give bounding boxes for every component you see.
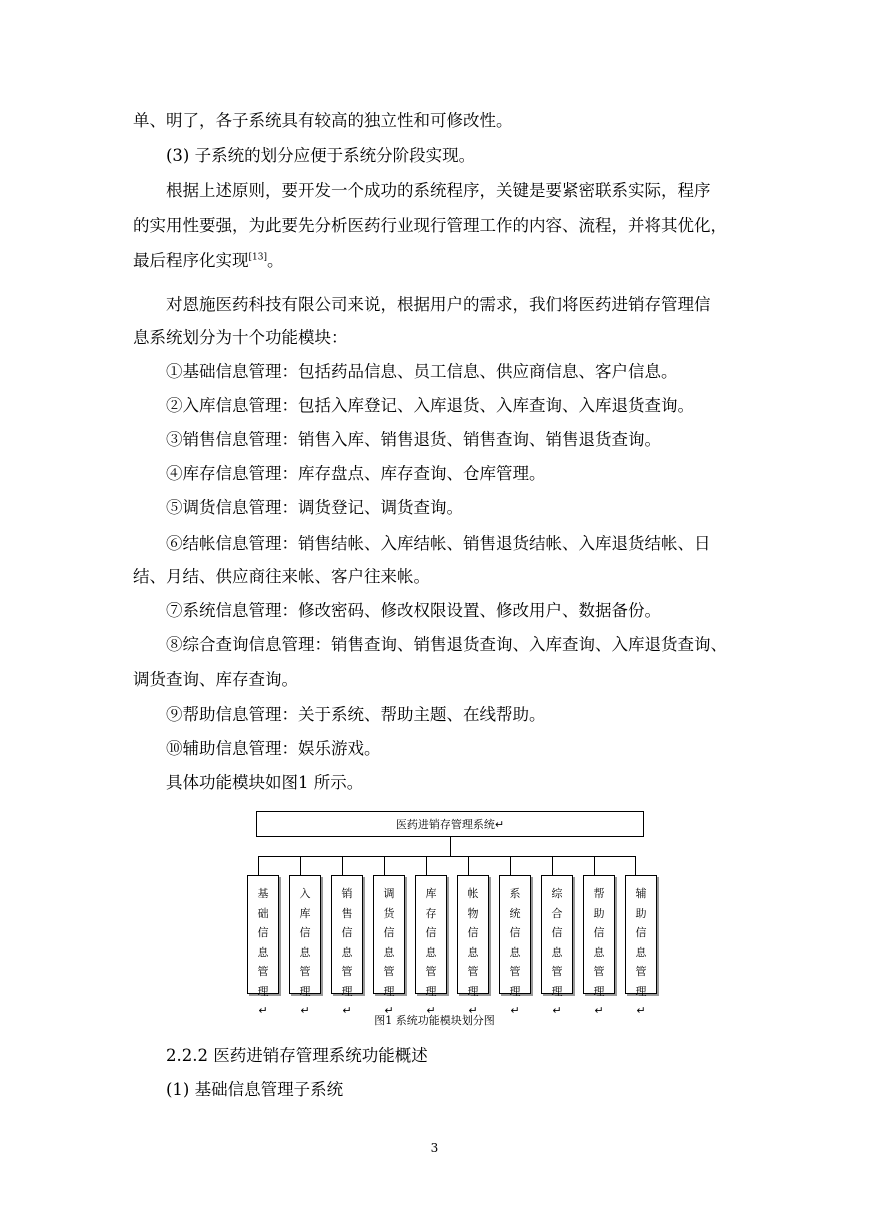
module-char: 理↵: [635, 984, 647, 1017]
module-box-transfer: [373, 875, 405, 1017]
module-char: 息: [257, 945, 269, 959]
module-char: 理↵: [257, 984, 269, 1017]
module-char: 管: [635, 965, 647, 978]
module-box-basic-info: [247, 875, 279, 1017]
module-char: 管: [257, 965, 269, 978]
list-item: ⑩辅助信息管理：娱乐游戏。: [166, 739, 381, 758]
module-char: 调: [383, 887, 395, 900]
module-box-query: [541, 875, 573, 1017]
module-char: 息: [593, 945, 605, 959]
module-char: 帐: [467, 887, 479, 900]
citation-ref: [13]: [248, 252, 267, 263]
module-char: 帮: [593, 887, 605, 900]
module-box-sales: [331, 875, 363, 1017]
module-char: 管: [467, 965, 479, 978]
paragraph-line: (3) 子系统的划分应便于系统分阶段实现。: [166, 146, 476, 165]
subsection-heading: (1) 基础信息管理子系统: [166, 1080, 344, 1099]
module-box-inventory: [415, 875, 447, 1017]
list-item: ⑨帮助信息管理：关于系统、帮助主题、在线帮助。: [166, 705, 546, 724]
list-item: ④库存信息管理：库存盘点、库存查询、仓库管理。: [166, 464, 546, 483]
module-char: 理↵: [593, 984, 605, 1017]
module-char: 信: [509, 926, 521, 939]
module-char: 物: [467, 906, 479, 920]
module-char: 基: [257, 887, 269, 900]
module-char: 管: [341, 965, 353, 978]
module-char: 综: [551, 887, 563, 900]
module-char: 理↵: [425, 984, 437, 1017]
paragraph-line: 对恩施医药科技有限公司来说，根据用户的需求，我们将医药进销存管理信: [166, 295, 711, 314]
module-char: 息: [299, 945, 311, 959]
list-item: ⑦系统信息管理：修改密码、修改权限设置、修改用户、数据备份。: [166, 601, 661, 620]
list-item-continuation: 调货查询、库存查询。: [133, 670, 298, 689]
list-item: ⑥结帐信息管理：销售结帐、入库结帐、销售退货结帐、入库退货结帐、日: [166, 534, 711, 553]
paragraph-line: 具体功能模块如图1 所示。: [166, 773, 364, 792]
module-char: 信: [299, 926, 311, 939]
list-item: ①基础信息管理：包括药品信息、员工信息、供应商信息、客户信息。: [166, 362, 678, 381]
connector-line: [594, 856, 595, 875]
module-char: 信: [257, 926, 269, 939]
module-char: 管: [509, 965, 521, 978]
paragraph-line: 息系统划分为十个功能模块：: [133, 328, 348, 347]
paragraph-line: 根据上述原则，要开发一个成功的系统程序，关键是要紧密联系实际，程序: [166, 181, 711, 200]
module-char: 理↵: [467, 984, 479, 1017]
module-char: 息: [551, 945, 563, 959]
diagram-root-box: 医药进销存管理系统↵: [256, 811, 644, 837]
list-item: ⑧综合查询信息管理：销售查询、销售退货查询、入库查询、入库退货查询、: [166, 635, 727, 654]
module-char: 础: [257, 906, 269, 920]
module-char: 理↵: [341, 984, 353, 1017]
module-char: 售: [341, 906, 353, 920]
paragraph-line: 单、明了，各子系统具有较高的独立性和可修改性。: [133, 111, 513, 130]
module-box-stock-in: [289, 875, 321, 1017]
module-char: 统: [509, 906, 521, 920]
module-char: 信: [635, 926, 647, 939]
module-char: 理↵: [551, 984, 563, 1017]
module-char: 存: [425, 906, 437, 920]
module-char: 信: [551, 926, 563, 939]
module-char: 系: [509, 887, 521, 900]
module-char: 管: [299, 965, 311, 978]
module-char: 理↵: [509, 984, 521, 1017]
module-char: 销: [341, 887, 353, 900]
module-char: 信: [425, 926, 437, 939]
module-char: 信: [341, 926, 353, 939]
connector-line: [468, 856, 469, 875]
list-item: ③销售信息管理：销售入库、销售退货、销售查询、销售退货查询。: [166, 430, 661, 449]
module-box-help: [583, 875, 615, 1017]
connector-line: [552, 856, 553, 875]
connector-line: [258, 856, 259, 875]
module-char: 息: [467, 945, 479, 959]
list-item: ②入库信息管理：包括入库登记、入库退货、入库查询、入库退货查询。: [166, 396, 694, 415]
connector-line: [384, 856, 385, 875]
module-box-system: [499, 875, 531, 1017]
module-box-accounts: [457, 875, 489, 1017]
module-char: 信: [383, 926, 395, 939]
module-char: 助: [593, 906, 605, 920]
module-char: 助: [635, 906, 647, 920]
module-char: 理↵: [383, 984, 395, 1017]
module-char: 理↵: [299, 984, 311, 1017]
module-char: 息: [509, 945, 521, 959]
module-char: 息: [341, 945, 353, 959]
module-char: 息: [383, 945, 395, 959]
module-char: 息: [425, 945, 437, 959]
page-number: 3: [430, 1141, 439, 1155]
list-item: ⑤调货信息管理：调货登记、调货查询。: [166, 498, 463, 517]
figure-caption: 图1 系统功能模块划分图: [374, 1014, 495, 1027]
connector-line: [300, 856, 301, 875]
paragraph-tail: 。: [266, 251, 284, 270]
paragraph-text: 最后程序化实现: [133, 251, 249, 270]
module-char: 息: [635, 945, 647, 959]
module-char: 信: [467, 926, 479, 939]
module-char: 货: [383, 906, 395, 920]
paragraph-line: 的实用性要强，为此要先分析医药行业现行管理工作的内容、流程，并将其优化，: [133, 216, 727, 235]
section-heading: 2.2.2 医药进销存管理系统功能概述: [166, 1046, 428, 1065]
module-char: 信: [593, 926, 605, 939]
connector-line: [510, 856, 511, 875]
list-item-continuation: 结、月结、供应商往来帐、客户往来帐。: [133, 567, 430, 586]
connector-line: [426, 856, 427, 875]
module-char: 管: [593, 965, 605, 978]
connector-line: [258, 856, 635, 857]
module-char: 辅: [635, 887, 647, 900]
module-char: 库: [425, 887, 437, 900]
module-box-auxiliary: [625, 875, 657, 1017]
connector-line: [342, 856, 343, 875]
connector-line: [450, 837, 451, 856]
module-char: 入: [299, 887, 311, 900]
module-char: 合: [551, 906, 563, 920]
module-char: 管: [425, 965, 437, 978]
module-char: 管: [551, 965, 563, 978]
connector-line: [635, 856, 636, 875]
module-char: 库: [299, 906, 311, 920]
module-char: 管: [383, 965, 395, 978]
